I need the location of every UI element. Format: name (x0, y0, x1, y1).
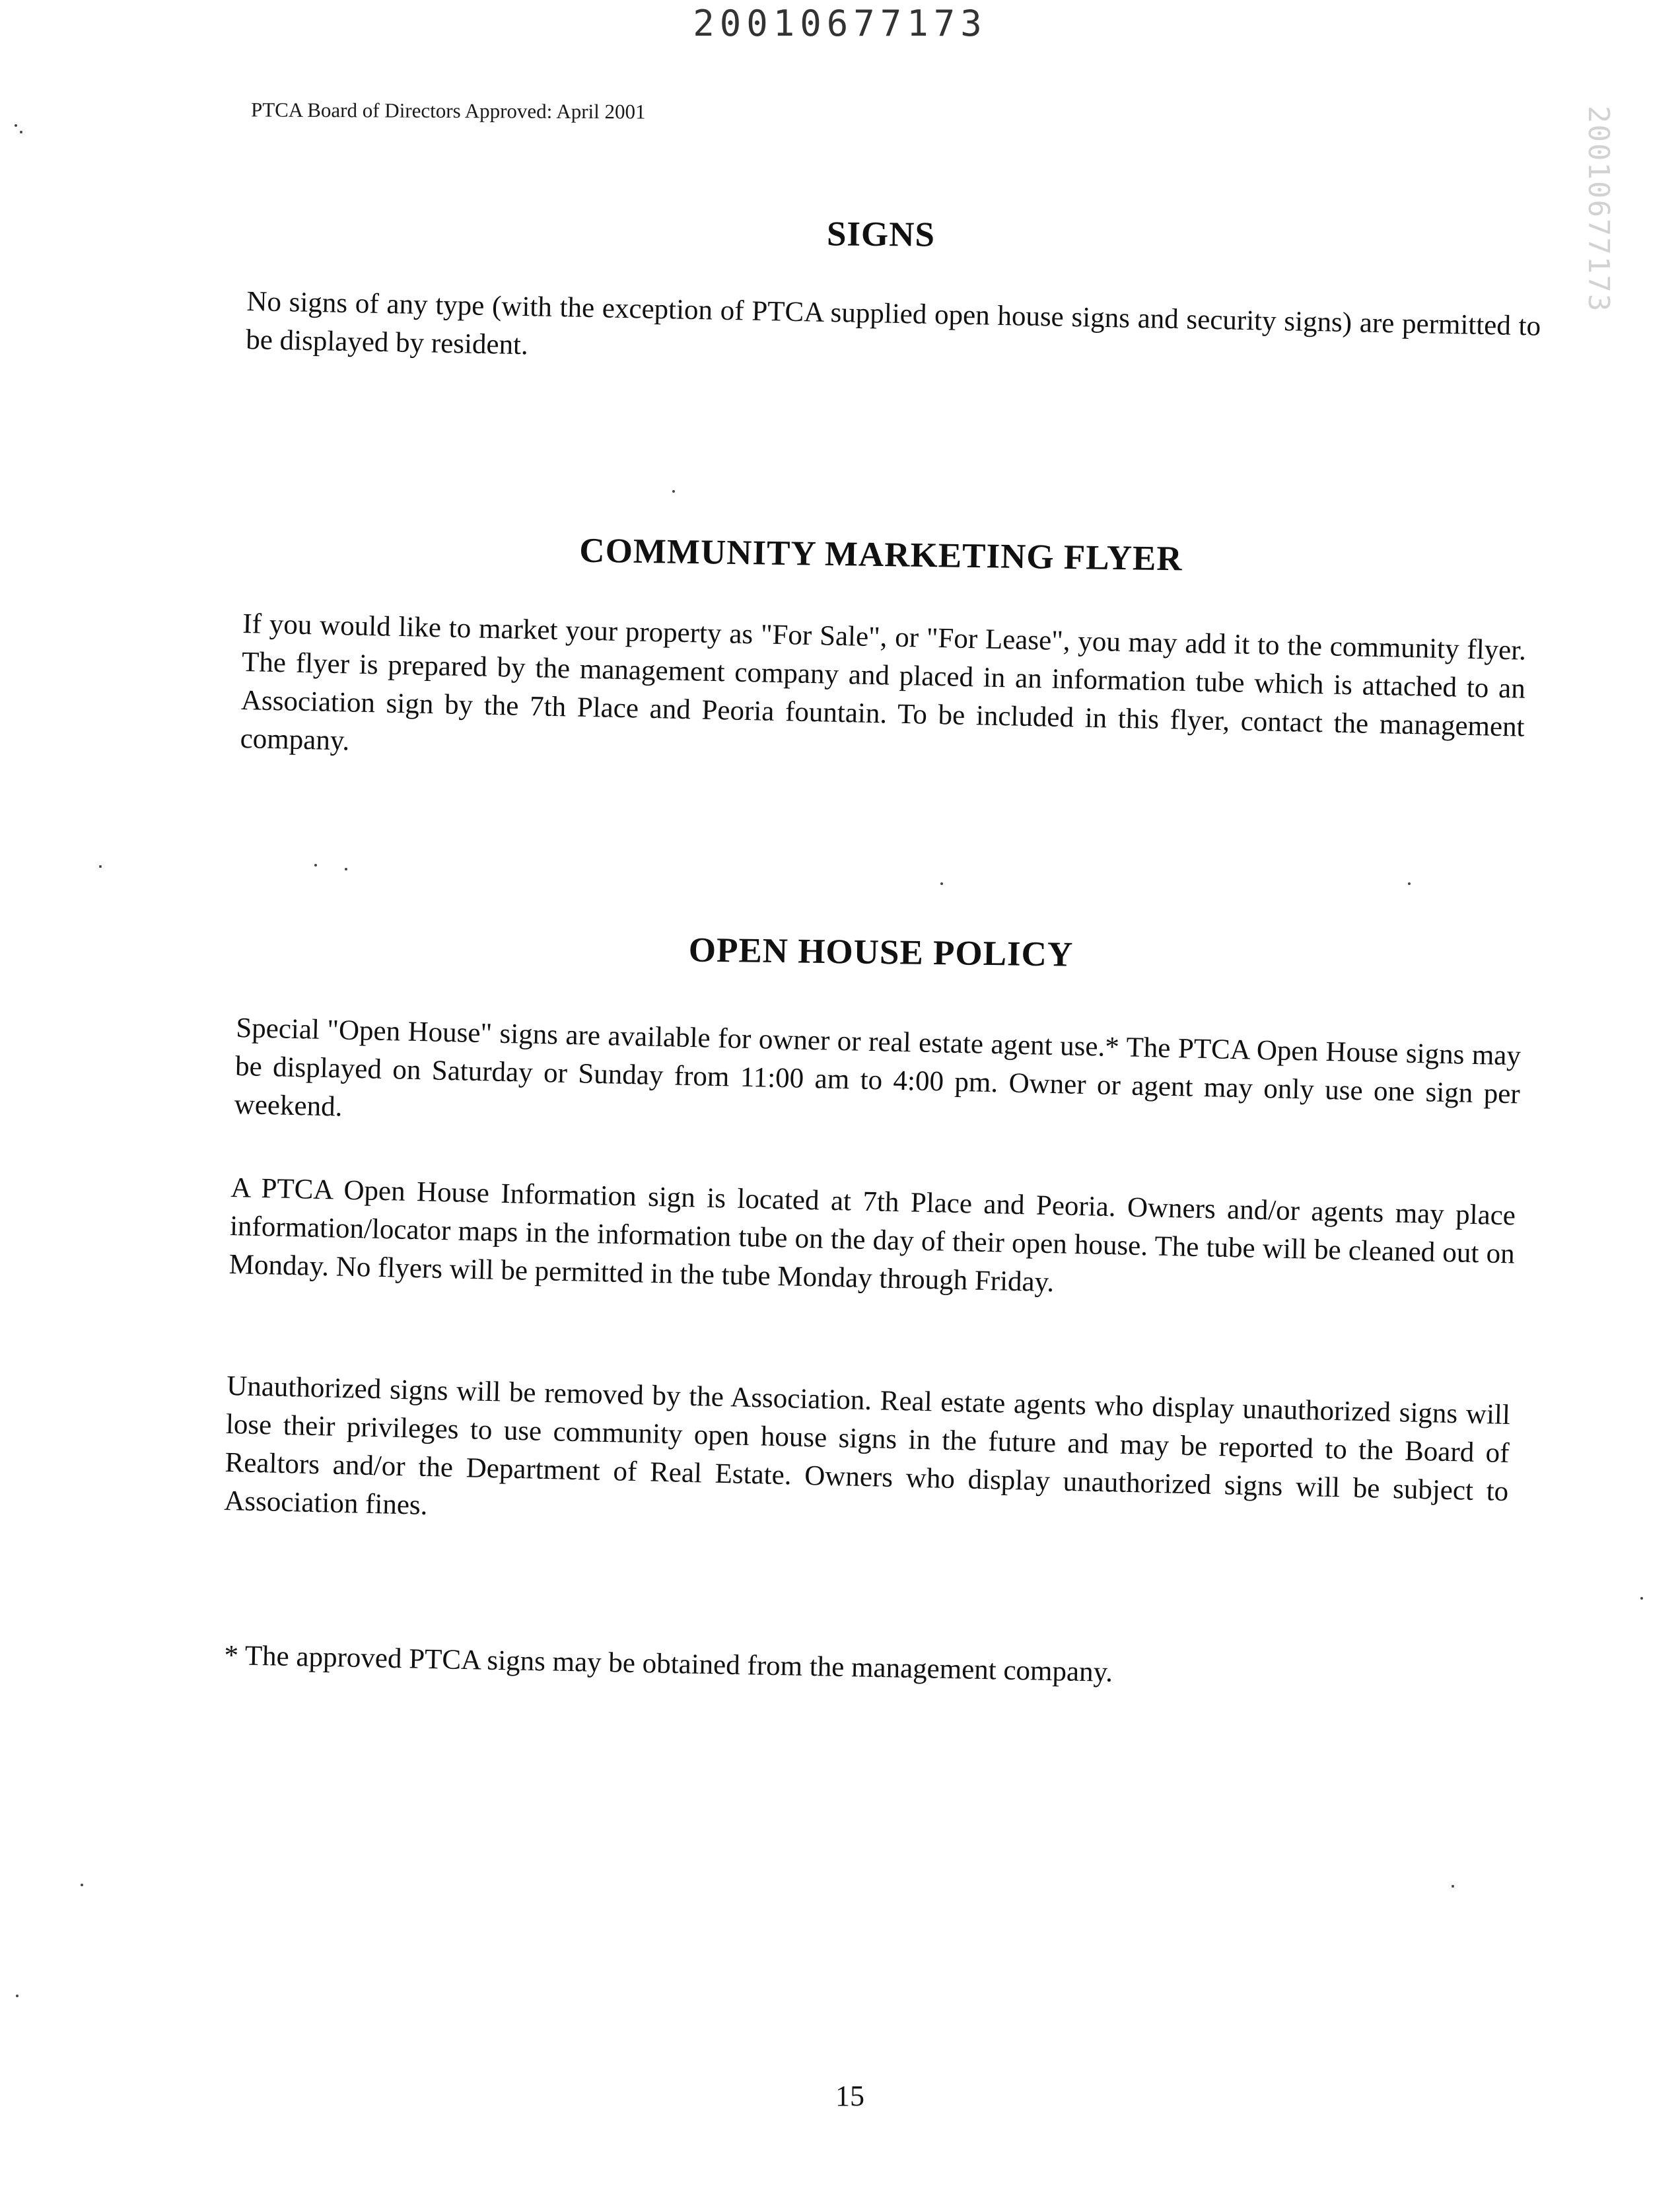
scan-speck (15, 124, 17, 127)
open-house-paragraph-1: Special "Open House" signs are available for owner or real estate agent use.* The PTCA Open House signs may be displayed on Saturday or Sunday from 11:00 am to 4:00 pm. Owner or agent may only use one sign per weekend. (234, 1012, 1522, 1123)
footnote: * The approved PTCA signs may be obtained from the management company. (224, 1639, 1113, 1688)
scan-speck (1452, 1885, 1454, 1888)
scan-speck (1640, 1597, 1643, 1600)
scan-speck (1408, 882, 1411, 885)
document-number: 20010677173 (693, 3, 987, 44)
flyer-paragraph: If you would like to market your property as "For Sale", or "For Lease", you may add it to the community flyer. The flyer is prepared by the management company and placed in an information tube which is attached to an Association sign by the 7th Place and Peoria fountain. To be included in this flyer, contact the management company. (240, 608, 1527, 757)
scan-speck (672, 490, 675, 493)
scan-speck (99, 865, 102, 868)
scan-speck (81, 1884, 83, 1886)
signs-heading: SIGNS (826, 215, 936, 254)
scan-speck (345, 868, 347, 870)
approval-line: PTCA Board of Directors Approved: April 2001 (250, 98, 646, 124)
signs-paragraph: No signs of any type (with the exception of PTCA supplied open house signs and security signs) are permitted to be displayed by resident. (245, 285, 1541, 361)
flyer-heading: COMMUNITY MARKETING FLYER (578, 531, 1183, 579)
page-number: 15 (835, 2080, 864, 2112)
scan-speck (20, 131, 22, 133)
scan-speck (16, 1995, 18, 1997)
scan-speck (940, 882, 943, 885)
open-house-heading: OPEN HOUSE POLICY (688, 931, 1074, 974)
scan-speck (314, 864, 317, 867)
side-stamp: 20010677173 (1582, 106, 1615, 313)
open-house-paragraph-2: A PTCA Open House Information sign is located at 7th Place and Peoria. Owners and/or agents may place information/locator maps in the information tube on the day of their open house. The tube will be cleaned out on Monday. No flyers will be permitted in the tube Monday through Friday. (228, 1172, 1516, 1298)
open-house-paragraph-3: Unauthorized signs will be removed by the Association. Real estate agents who display unauthorized signs will lose their privileges to use community open house signs in the future and may be reported to the Board of Realtors and/or the Department of Real Estate. Owners who display unauthorized signs will be subject to Association fines. (223, 1370, 1511, 1521)
